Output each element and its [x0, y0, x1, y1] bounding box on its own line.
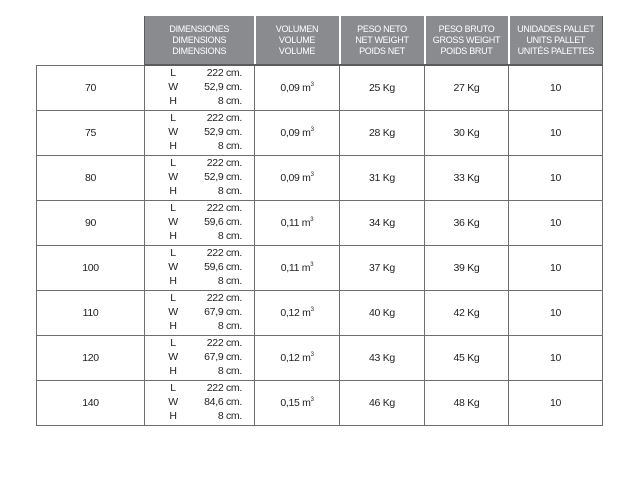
volume-cell [255, 381, 340, 426]
header-units-pallet-en: UNITS PALLET [526, 34, 586, 45]
dimension-letter-h: H [169, 230, 177, 242]
dimensions-cell [145, 336, 255, 381]
dimension-letter-l: L [170, 67, 176, 79]
volume-cell [255, 111, 340, 156]
net-weight-cell: 34 Kg [340, 201, 425, 246]
volume-cell [255, 156, 340, 201]
net-weight-cell: 46 Kg [340, 381, 425, 426]
volume-cell [255, 201, 340, 246]
dimension-width-value: 67,9 cm. [204, 351, 242, 363]
dimension-letter-h: H [169, 275, 177, 287]
size-cell: 70 [37, 65, 145, 111]
volume-value: 0,12 m [280, 307, 311, 319]
volume-exponent: 3 [310, 352, 314, 358]
dimensions-cell [145, 381, 255, 426]
gross-weight-cell: 39 Kg [425, 246, 509, 291]
dimension-length [145, 67, 254, 80]
header-row [37, 16, 603, 65]
volume-exponent: 3 [310, 262, 314, 268]
dimension-height [145, 275, 254, 288]
gross-weight-cell: 36 Kg [425, 201, 509, 246]
dimension-height [145, 140, 254, 153]
volume-exponent: 3 [310, 307, 314, 313]
header-gross-weight-es: PESO BRUTO [438, 23, 495, 34]
dimension-length-value: 222 cm. [206, 112, 242, 124]
dimension-letter-h: H [169, 95, 177, 107]
dimension-width [145, 171, 254, 184]
dimension-width-value: 59,6 cm. [204, 261, 242, 273]
net-weight-cell: 37 Kg [340, 246, 425, 291]
dimension-length-value: 222 cm. [206, 292, 242, 304]
units-pallet-cell: 10 [509, 291, 603, 336]
header-dimensions-es: DIMENSIONES [169, 23, 230, 34]
dimension-height-value: 8 cm. [217, 275, 242, 287]
dimension-width-value: 59,6 cm. [204, 216, 242, 228]
size-cell: 75 [37, 111, 145, 156]
dimension-length-value: 222 cm. [206, 382, 242, 394]
dimension-length-value: 222 cm. [206, 247, 242, 259]
size-cell: 120 [37, 336, 145, 381]
gross-weight-cell: 48 Kg [425, 381, 509, 426]
dimension-width [145, 396, 254, 409]
volume-cell [255, 246, 340, 291]
dimension-width-value: 52,9 cm. [204, 126, 242, 138]
header-gross-weight [425, 16, 509, 65]
header-net-weight-es: PESO NETO [357, 23, 407, 34]
dimensions-cell [145, 246, 255, 291]
dimension-height [145, 365, 254, 378]
dimension-height [145, 410, 254, 423]
volume-value: 0,15 m [280, 397, 311, 409]
dimension-letter-l: L [170, 112, 176, 124]
dimension-width-value: 52,9 cm. [204, 81, 242, 93]
volume-exponent: 3 [310, 82, 314, 88]
volume-value: 0,11 m [280, 217, 311, 229]
gross-weight-cell: 42 Kg [425, 291, 509, 336]
units-pallet-cell: 10 [509, 65, 603, 111]
volume-value: 0,09 m [280, 172, 311, 184]
net-weight-cell: 43 Kg [340, 336, 425, 381]
dimension-height-value: 8 cm. [217, 320, 242, 332]
dimension-letter-w: W [168, 261, 178, 273]
dimensions-cell [145, 291, 255, 336]
header-dimensions-en: DIMENSIONS [172, 34, 227, 45]
gross-weight-cell: 33 Kg [425, 156, 509, 201]
dimension-height-value: 8 cm. [217, 365, 242, 377]
size-cell: 90 [37, 201, 145, 246]
header-units-pallet-fr: UNITÉS PALETTES [517, 45, 594, 56]
dimension-length-value: 222 cm. [206, 157, 242, 169]
dimension-width [145, 351, 254, 364]
net-weight-cell: 31 Kg [340, 156, 425, 201]
header-dimensions [145, 16, 255, 65]
net-weight-cell: 28 Kg [340, 111, 425, 156]
dimension-height [145, 95, 254, 108]
units-pallet-cell: 10 [509, 246, 603, 291]
dimension-width-value: 84,6 cm. [204, 396, 242, 408]
dimension-letter-w: W [168, 126, 178, 138]
dimensions-cell [145, 65, 255, 111]
dimension-letter-w: W [168, 81, 178, 93]
size-cell: 100 [37, 246, 145, 291]
dimension-width [145, 216, 254, 229]
header-dimensions-fr: DIMENSIONS [172, 45, 227, 56]
header-volume [255, 16, 340, 65]
volume-value: 0,12 m [280, 352, 311, 364]
dimension-letter-w: W [168, 171, 178, 183]
dimension-length [145, 337, 254, 350]
dimension-height-value: 8 cm. [217, 185, 242, 197]
dimension-height-value: 8 cm. [217, 410, 242, 422]
dimension-height [145, 320, 254, 333]
dimension-length-value: 222 cm. [206, 337, 242, 349]
volume-exponent: 3 [310, 172, 314, 178]
dimension-letter-l: L [170, 202, 176, 214]
dimensions-cell [145, 201, 255, 246]
dimension-width-value: 67,9 cm. [204, 306, 242, 318]
dimension-letter-h: H [169, 140, 177, 152]
dimension-letter-l: L [170, 292, 176, 304]
dimension-width [145, 306, 254, 319]
header-volume-en: VOLUME [278, 34, 316, 45]
dimension-length [145, 292, 254, 305]
specifications-table [36, 16, 603, 426]
volume-exponent: 3 [310, 397, 314, 403]
table-row [37, 246, 603, 291]
units-pallet-cell: 10 [509, 111, 603, 156]
size-cell: 140 [37, 381, 145, 426]
volume-value: 0,09 m [280, 82, 311, 94]
dimensions-cell [145, 111, 255, 156]
dimension-letter-l: L [170, 337, 176, 349]
dimension-length [145, 157, 254, 170]
gross-weight-cell: 27 Kg [425, 65, 509, 111]
units-pallet-cell: 10 [509, 201, 603, 246]
units-pallet-cell: 10 [509, 381, 603, 426]
dimension-letter-l: L [170, 157, 176, 169]
header-gross-weight-fr: POIDS BRUT [440, 45, 493, 56]
dimension-length-value: 222 cm. [206, 67, 242, 79]
dimensions-cell [145, 156, 255, 201]
dimension-length-value: 222 cm. [206, 202, 242, 214]
header-net-weight [340, 16, 425, 65]
dimension-letter-h: H [169, 410, 177, 422]
dimension-letter-w: W [168, 351, 178, 363]
table-row [37, 111, 603, 156]
volume-value: 0,09 m [280, 127, 311, 139]
header-volume-es: VOLUMEN [275, 23, 319, 34]
table-row [37, 65, 603, 111]
table-header [37, 16, 603, 65]
dimension-length [145, 382, 254, 395]
dimension-letter-w: W [168, 306, 178, 318]
dimension-length [145, 202, 254, 215]
units-pallet-cell: 10 [509, 156, 603, 201]
units-pallet-cell: 10 [509, 336, 603, 381]
gross-weight-cell: 30 Kg [425, 111, 509, 156]
volume-exponent: 3 [310, 217, 314, 223]
dimension-width [145, 81, 254, 94]
header-blank-corner [37, 16, 145, 65]
dimension-letter-l: L [170, 247, 176, 259]
table-row [37, 336, 603, 381]
volume-cell [255, 291, 340, 336]
table-row [37, 201, 603, 246]
size-cell: 110 [37, 291, 145, 336]
dimension-height-value: 8 cm. [217, 230, 242, 242]
table-row [37, 156, 603, 201]
header-net-weight-en: NET WEIGHT [355, 34, 409, 45]
dimension-width [145, 126, 254, 139]
dimension-height-value: 8 cm. [217, 95, 242, 107]
dimension-length [145, 247, 254, 260]
volume-cell [255, 65, 340, 111]
dimension-letter-h: H [169, 320, 177, 332]
gross-weight-cell: 45 Kg [425, 336, 509, 381]
header-units-pallet [509, 16, 603, 65]
volume-exponent: 3 [310, 127, 314, 133]
volume-cell [255, 336, 340, 381]
dimension-height [145, 185, 254, 198]
dimension-width-value: 52,9 cm. [204, 171, 242, 183]
table-row [37, 291, 603, 336]
volume-value: 0,11 m [280, 262, 311, 274]
header-net-weight-fr: POIDS NET [359, 45, 405, 56]
dimension-width [145, 261, 254, 274]
header-volume-fr: VOLUME [278, 45, 316, 56]
table-row [37, 381, 603, 426]
dimension-letter-w: W [168, 216, 178, 228]
header-units-pallet-es: UNIDADES PALLET [517, 23, 595, 34]
dimension-letter-h: H [169, 185, 177, 197]
net-weight-cell: 25 Kg [340, 65, 425, 111]
header-gross-weight-en: GROSS WEIGHT [432, 34, 501, 45]
dimension-length [145, 112, 254, 125]
dimension-height [145, 230, 254, 243]
dimension-letter-l: L [170, 382, 176, 394]
dimension-height-value: 8 cm. [217, 140, 242, 152]
net-weight-cell: 40 Kg [340, 291, 425, 336]
size-cell: 80 [37, 156, 145, 201]
dimension-letter-h: H [169, 365, 177, 377]
dimension-letter-w: W [168, 396, 178, 408]
table-body [37, 65, 603, 426]
